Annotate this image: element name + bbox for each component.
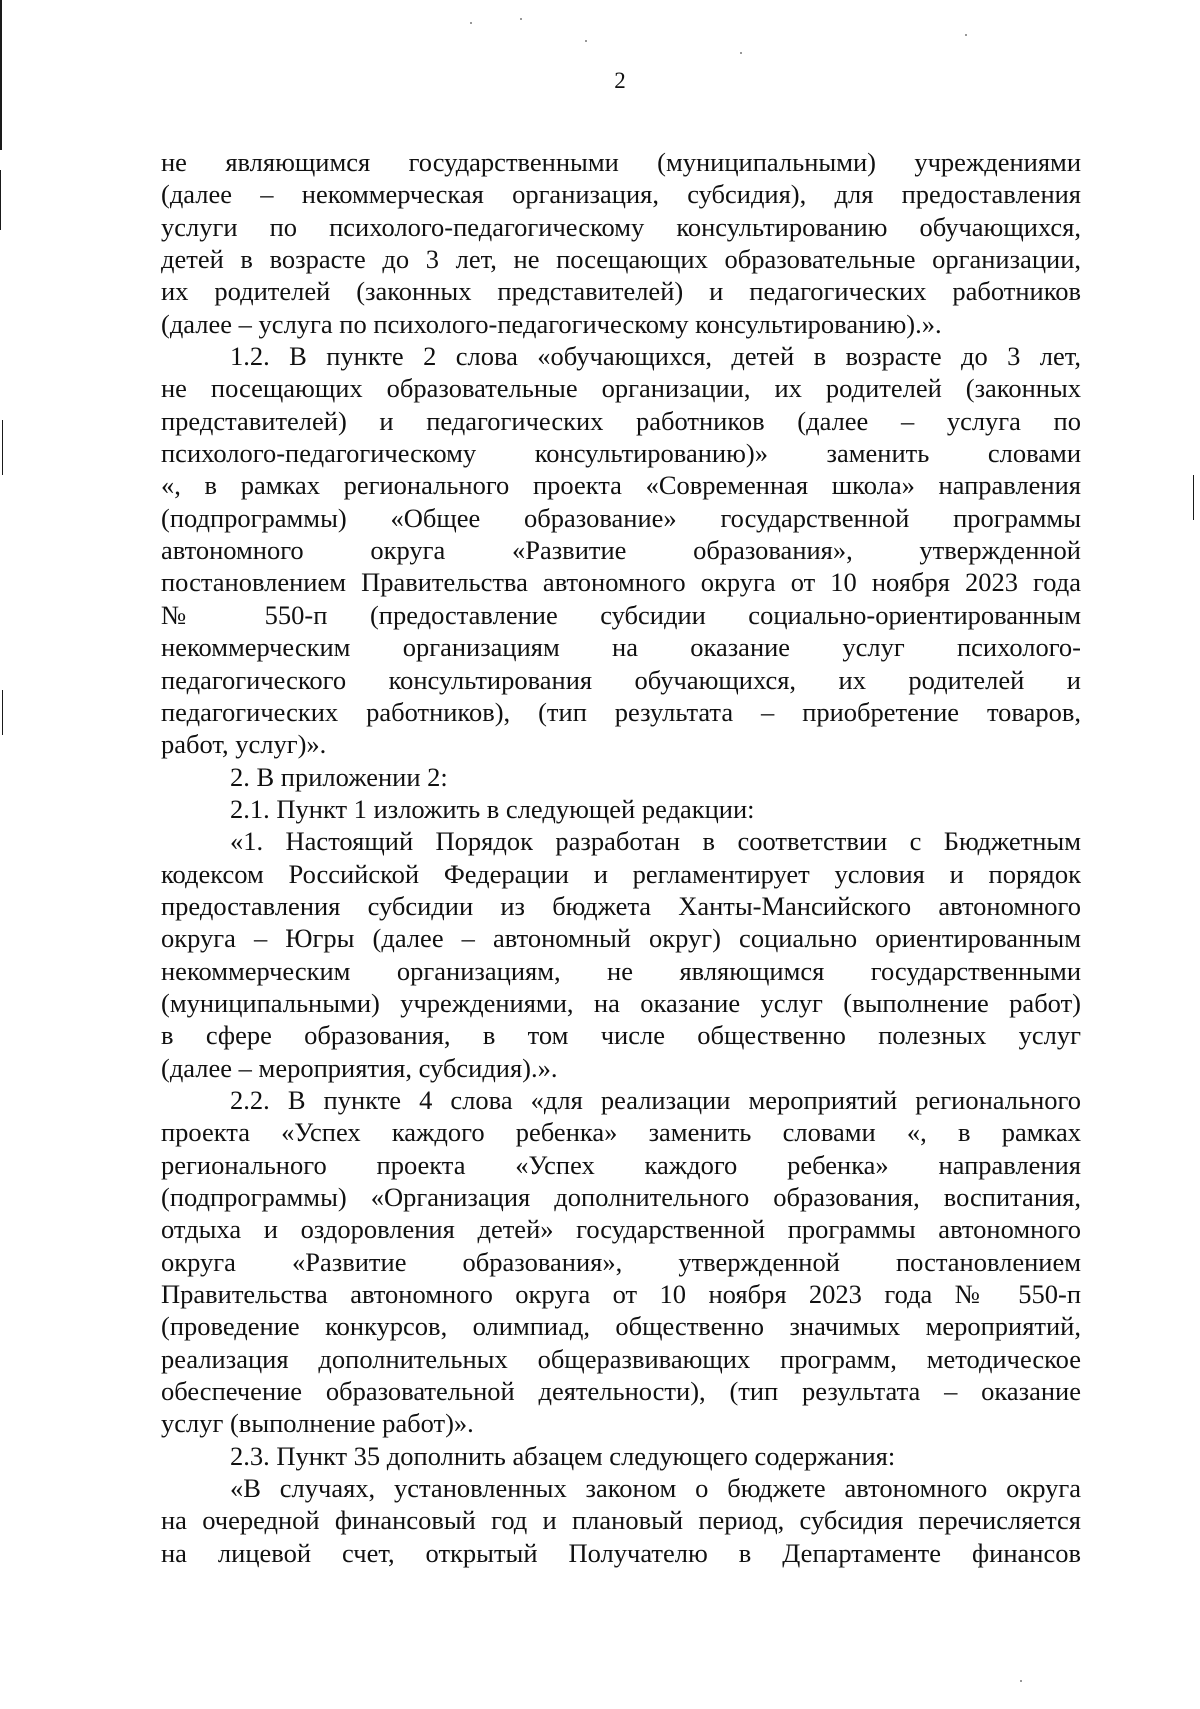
text-line: на очередной финансовый год и плановый период, субсидия перечисляется	[161, 1505, 1081, 1536]
text-line: 1.2. В пункте 2 слова «обучающихся, детей в возрасте до 3 лет,	[230, 341, 1081, 372]
text-line: (подпрограммы) «Организация дополнительного образования, воспитания,	[161, 1182, 1081, 1212]
scan-speck	[965, 34, 967, 36]
text-line: 2.2. В пункте 4 слова «для реализации мероприятий регионального	[230, 1084, 1081, 1115]
text-line: (далее – некоммерческая организация, субсидия), для предоставления	[161, 179, 1081, 210]
text-line: «1. Настоящий Порядок разработан в соответствии с Бюджетным	[230, 826, 1081, 857]
scan-speck	[740, 52, 742, 54]
text-line: предоставления субсидии из бюджета Ханты-Мансийского автономного	[161, 890, 1081, 921]
text-line: 2. В приложении 2:	[230, 761, 448, 792]
text-line: кодексом Российской Федерации и регламентирует условия и порядок	[161, 858, 1081, 889]
text-line: не являющимся государственными (муниципальными) учреждениями	[161, 147, 1081, 177]
text-line: 2.3. Пункт 35 дополнить абзацем следующего содержания:	[230, 1440, 896, 1471]
scan-edge-mark	[1193, 475, 1194, 520]
text-line: (далее – услуга по психолого-педагогическому консультированию).».	[161, 308, 942, 339]
text-line: обеспечение образовательной деятельности), (тип результата – оказание	[161, 1376, 1081, 1407]
scan-edge-mark	[0, 170, 1, 230]
text-line: не посещающих образовательные организации, их родителей (законных	[161, 373, 1081, 404]
text-line: представителей) и педагогических работников (далее – услуга по	[161, 405, 1081, 436]
text-line: реализация дополнительных общеразвивающих программ, методическое	[161, 1343, 1081, 1374]
text-line: на лицевой счет, открытый Получателю в Департаменте финансов	[161, 1537, 1081, 1568]
text-line: психолого-педагогическому консультированию)» заменить словами	[161, 438, 1081, 469]
text-line: детей в возрасте до 3 лет, не посещающих образовательные организации,	[161, 244, 1081, 275]
text-line: услуг (выполнение работ)».	[161, 1408, 474, 1439]
scan-edge-mark	[0, 0, 2, 150]
text-line: Правительства автономного округа от 10 ноября 2023 года № 550-п	[161, 1279, 1081, 1310]
document-body	[161, 146, 1081, 1569]
page-number: 2	[614, 68, 626, 93]
text-line: автономного округа «Развитие образования», утвержденной	[161, 535, 1081, 566]
text-line: регионального проекта «Успех каждого ребенка» направления	[161, 1149, 1081, 1180]
scan-edge-mark	[2, 420, 3, 475]
scan-speck	[520, 18, 522, 20]
text-line: их родителей (законных представителей) и педагогических работников	[161, 276, 1081, 307]
text-line: 2.1. Пункт 1 изложить в следующей редакции:	[230, 793, 755, 824]
text-line: (муниципальными) учреждениями, на оказание услуг (выполнение работ)	[161, 987, 1081, 1018]
text-line: (подпрограммы) «Общее образование» государственной программы	[161, 502, 1081, 533]
scan-speck	[470, 22, 472, 24]
text-line: педагогических работников), (тип результата – приобретение товаров,	[161, 696, 1081, 727]
text-line: № 550-п (предоставление субсидии социально-ориентированным	[161, 599, 1081, 630]
text-line: (проведение конкурсов, олимпиад, общественно значимых мероприятий,	[161, 1311, 1081, 1342]
text-line: «В случаях, установленных законом о бюджете автономного округа	[230, 1473, 1081, 1504]
text-line: (далее – мероприятия, субсидия).».	[161, 1052, 558, 1083]
text-line: некоммерческим организациям, не являющимся государственными	[161, 955, 1081, 986]
text-line: работ, услуг)».	[161, 729, 327, 760]
text-line: округа – Югры (далее – автономный округ) социально ориентированным	[161, 923, 1081, 954]
text-line: округа «Развитие образования», утвержденной постановлением	[161, 1246, 1081, 1277]
text-line: некоммерческим организациям на оказание услуг психолого-	[161, 632, 1081, 663]
text-line: «, в рамках регионального проекта «Современная школа» направления	[161, 470, 1081, 501]
text-line: услуги по психолого-педагогическому консультированию обучающихся,	[161, 211, 1081, 242]
text-line: проекта «Успех каждого ребенка» заменить словами «, в рамках	[161, 1117, 1081, 1148]
scan-edge-mark	[2, 690, 3, 735]
text-line: педагогического консультирования обучающихся, их родителей и	[161, 664, 1081, 695]
text-line: в сфере образования, в том числе общественно полезных услуг	[161, 1020, 1081, 1051]
text-line: отдыха и оздоровления детей» государственной программы автономного	[161, 1214, 1081, 1245]
scan-speck	[585, 40, 587, 42]
scan-speck	[1020, 1680, 1022, 1682]
text-line: постановлением Правительства автономного округа от 10 ноября 2023 года	[161, 567, 1081, 598]
